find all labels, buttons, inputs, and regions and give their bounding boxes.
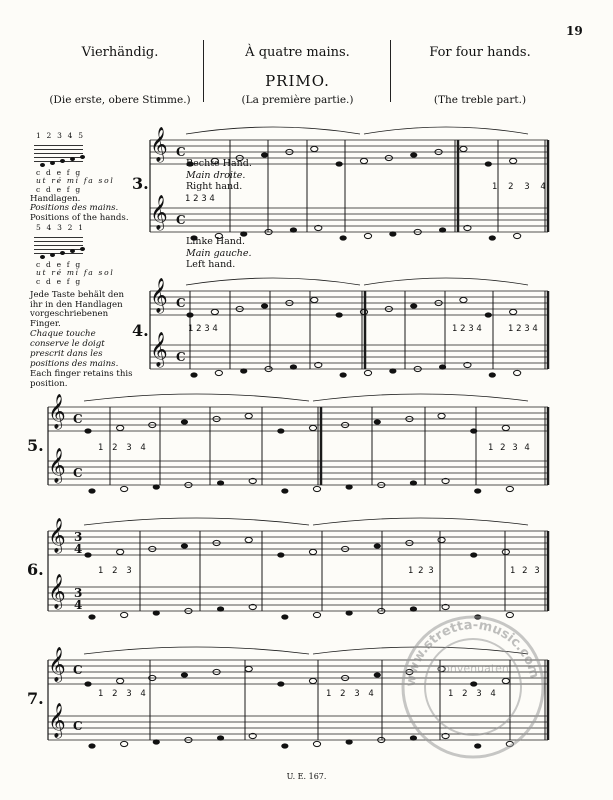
time-signature: C bbox=[73, 663, 83, 677]
watermark-center-text: convenuaten bbox=[437, 662, 509, 675]
note-names-bottom-1: c d e f g bbox=[36, 259, 82, 269]
notehead bbox=[117, 425, 124, 430]
slur bbox=[84, 394, 309, 401]
slur bbox=[364, 127, 528, 134]
notehead bbox=[438, 413, 445, 418]
notehead bbox=[277, 552, 284, 557]
time-signature-top: 3 bbox=[74, 586, 83, 600]
exercise-number-6: 6. bbox=[27, 560, 44, 579]
notehead bbox=[181, 672, 188, 677]
notehead bbox=[410, 303, 417, 308]
notehead bbox=[489, 372, 496, 377]
notehead bbox=[290, 364, 297, 369]
label-positions-fr: Positions des mains. bbox=[30, 203, 119, 214]
notehead bbox=[346, 739, 353, 744]
notehead bbox=[336, 312, 343, 317]
treble-clef-icon: 𝄞 bbox=[150, 278, 168, 313]
treble-clef-icon: 𝄞 bbox=[48, 574, 66, 609]
fingering-group: 1 2 3 4 bbox=[98, 689, 149, 699]
notehead bbox=[439, 227, 446, 232]
treble-clef-icon: 𝄞 bbox=[150, 195, 168, 230]
notehead bbox=[502, 425, 509, 430]
notehead bbox=[460, 297, 467, 302]
fingering-group: 1 2 3 4 bbox=[326, 689, 377, 699]
time-signature: C bbox=[176, 145, 186, 159]
fingering-group: 1 2 3 4 bbox=[98, 443, 149, 453]
notehead bbox=[186, 312, 193, 317]
exercise-number-7: 7. bbox=[27, 689, 44, 708]
notehead bbox=[121, 486, 128, 491]
notehead bbox=[313, 741, 320, 746]
notehead bbox=[290, 227, 297, 232]
notehead bbox=[211, 309, 218, 314]
notehead bbox=[190, 372, 197, 377]
time-signature-bottom: 4 bbox=[74, 598, 83, 612]
slur bbox=[84, 647, 309, 654]
notehead bbox=[346, 610, 353, 615]
header-german: Vierhändig. bbox=[81, 45, 159, 60]
time-signature-top: 3 bbox=[74, 530, 83, 544]
notehead bbox=[88, 743, 95, 748]
notehead bbox=[336, 161, 343, 166]
notehead bbox=[117, 678, 124, 683]
notehead bbox=[360, 158, 367, 163]
notehead bbox=[313, 486, 320, 491]
subtitle-german: (Die erste, obere Stimme.) bbox=[49, 94, 191, 106]
notehead bbox=[313, 612, 320, 617]
notehead bbox=[240, 368, 247, 373]
instruction-french: Chaque touche conserve le doigt prescrit dans les positions des mains. bbox=[30, 329, 119, 369]
footer-edition: U. E. 167. bbox=[286, 772, 327, 781]
notehead bbox=[374, 672, 381, 677]
notehead bbox=[215, 370, 222, 375]
notehead bbox=[153, 610, 160, 615]
treble-clef-icon: 𝄞 bbox=[48, 703, 66, 738]
notehead bbox=[514, 233, 521, 238]
notehead bbox=[311, 297, 318, 302]
slur bbox=[84, 518, 309, 525]
treble-clef-icon: 𝄞 bbox=[48, 448, 66, 483]
notehead bbox=[217, 480, 224, 485]
notehead bbox=[121, 741, 128, 746]
slur bbox=[313, 518, 528, 525]
fingering-group: 1 2 3 4 bbox=[185, 194, 215, 204]
right-hand-label: Rechte Hand. Main droite. Right hand. bbox=[186, 158, 252, 193]
exercise-number-3: 3. bbox=[132, 174, 149, 193]
notehead bbox=[389, 368, 396, 373]
fingering-group: 1 2 3 4 bbox=[448, 689, 499, 699]
notehead bbox=[217, 606, 224, 611]
notehead bbox=[88, 614, 95, 619]
notehead bbox=[84, 552, 91, 557]
notehead bbox=[181, 419, 188, 424]
notehead bbox=[311, 146, 318, 151]
notehead bbox=[510, 309, 517, 314]
fingering-top: 1 2 3 4 5 bbox=[36, 131, 85, 140]
time-signature: C bbox=[73, 466, 83, 480]
slur bbox=[313, 394, 528, 401]
notehead bbox=[410, 606, 417, 611]
notehead bbox=[340, 235, 347, 240]
notehead bbox=[514, 370, 521, 375]
treble-clef-icon: 𝄞 bbox=[150, 332, 168, 367]
left-hand-label: Linke Hand. Main gauche. Left hand. bbox=[186, 236, 252, 271]
notehead bbox=[364, 233, 371, 238]
notehead bbox=[340, 372, 347, 377]
treble-clef-icon: 𝄞 bbox=[150, 127, 168, 162]
notehead bbox=[245, 413, 252, 418]
notehead bbox=[410, 152, 417, 157]
header-french: À quatre mains. bbox=[245, 45, 350, 60]
notehead bbox=[502, 549, 509, 554]
note-names-top-3: c d e f g bbox=[36, 184, 82, 194]
fingering-group: 1 2 3 bbox=[408, 566, 435, 576]
notehead bbox=[217, 735, 224, 740]
notehead bbox=[460, 146, 467, 151]
notehead bbox=[438, 537, 445, 542]
time-signature: C bbox=[176, 350, 186, 364]
notehead bbox=[506, 486, 513, 491]
notehead bbox=[364, 370, 371, 375]
watermark-ring-text: www.stretta-music.com bbox=[403, 617, 542, 688]
notehead bbox=[121, 612, 128, 617]
notehead bbox=[346, 484, 353, 489]
fingering-group: 1 2 3 bbox=[98, 566, 135, 576]
notehead bbox=[84, 681, 91, 686]
time-signature: C bbox=[176, 296, 186, 310]
part-title: PRIMO. bbox=[265, 72, 330, 90]
notehead bbox=[281, 743, 288, 748]
note-names-top-2: ut ré mi fa sol bbox=[36, 176, 115, 186]
fingering-group: 1 2 3 4 bbox=[188, 324, 218, 334]
treble-clef-icon: 𝄞 bbox=[48, 518, 66, 553]
notehead bbox=[117, 549, 124, 554]
notehead bbox=[474, 488, 481, 493]
label-positions-en: Positions of the hands. bbox=[30, 213, 129, 224]
notehead bbox=[374, 543, 381, 548]
watermark-stamp bbox=[398, 612, 548, 762]
notehead bbox=[281, 614, 288, 619]
slur bbox=[364, 278, 528, 285]
notehead bbox=[84, 428, 91, 433]
time-signature: C bbox=[176, 213, 186, 227]
notehead bbox=[510, 158, 517, 163]
notehead bbox=[88, 488, 95, 493]
fingering-group: 1 2 3 bbox=[510, 566, 542, 576]
notehead bbox=[281, 488, 288, 493]
note-names-bottom-3: c d e f g bbox=[36, 277, 82, 286]
instruction-english: Each finger retains this position. bbox=[30, 368, 133, 389]
time-signature-bottom: 4 bbox=[74, 542, 83, 556]
fingering-group: 1 2 3 4 bbox=[488, 443, 532, 453]
label-handlagen: Handlagen. bbox=[30, 193, 81, 204]
notehead bbox=[485, 161, 492, 166]
fingering-group: 1 2 3 4 bbox=[452, 324, 482, 334]
instruction-german: Jede Taste behält den ihr in den Handlagen vorgeschriebenen Finger. bbox=[30, 289, 125, 330]
notehead bbox=[309, 549, 316, 554]
note-names-bottom-2: ut ré mi fa sol bbox=[36, 268, 115, 278]
notehead bbox=[245, 537, 252, 542]
fingering-group: 1 2 3 4 bbox=[508, 324, 538, 334]
notehead bbox=[277, 428, 284, 433]
subtitle-french: (La première partie.) bbox=[241, 94, 354, 106]
notehead bbox=[245, 666, 252, 671]
notehead bbox=[277, 681, 284, 686]
notehead bbox=[153, 484, 160, 489]
exercise-number-5: 5. bbox=[27, 436, 44, 455]
notehead bbox=[309, 425, 316, 430]
note-names-top-1: c d e f g bbox=[36, 167, 82, 177]
treble-clef-icon: 𝄞 bbox=[48, 647, 66, 682]
notehead bbox=[470, 552, 477, 557]
fingering-group: 1 2 3 4 bbox=[492, 182, 550, 192]
fingering-bottom: 5 4 3 2 1 bbox=[36, 223, 85, 233]
notehead bbox=[439, 364, 446, 369]
notehead bbox=[153, 739, 160, 744]
time-signature: C bbox=[73, 719, 83, 733]
slur bbox=[186, 278, 360, 285]
notehead bbox=[309, 678, 316, 683]
notehead bbox=[181, 543, 188, 548]
notehead bbox=[410, 480, 417, 485]
notehead bbox=[374, 419, 381, 424]
header-english: For four hands. bbox=[429, 45, 531, 60]
notehead bbox=[470, 428, 477, 433]
exercise-number-4: 4. bbox=[132, 321, 149, 340]
page-number: 19 bbox=[566, 24, 583, 38]
notehead bbox=[389, 231, 396, 236]
time-signature: C bbox=[73, 412, 83, 426]
notehead bbox=[261, 303, 268, 308]
slur bbox=[186, 127, 360, 134]
treble-clef-icon: 𝄞 bbox=[48, 394, 66, 429]
subtitle-english: (The treble part.) bbox=[433, 94, 527, 106]
notehead bbox=[485, 312, 492, 317]
notehead bbox=[261, 152, 268, 157]
notehead bbox=[489, 235, 496, 240]
